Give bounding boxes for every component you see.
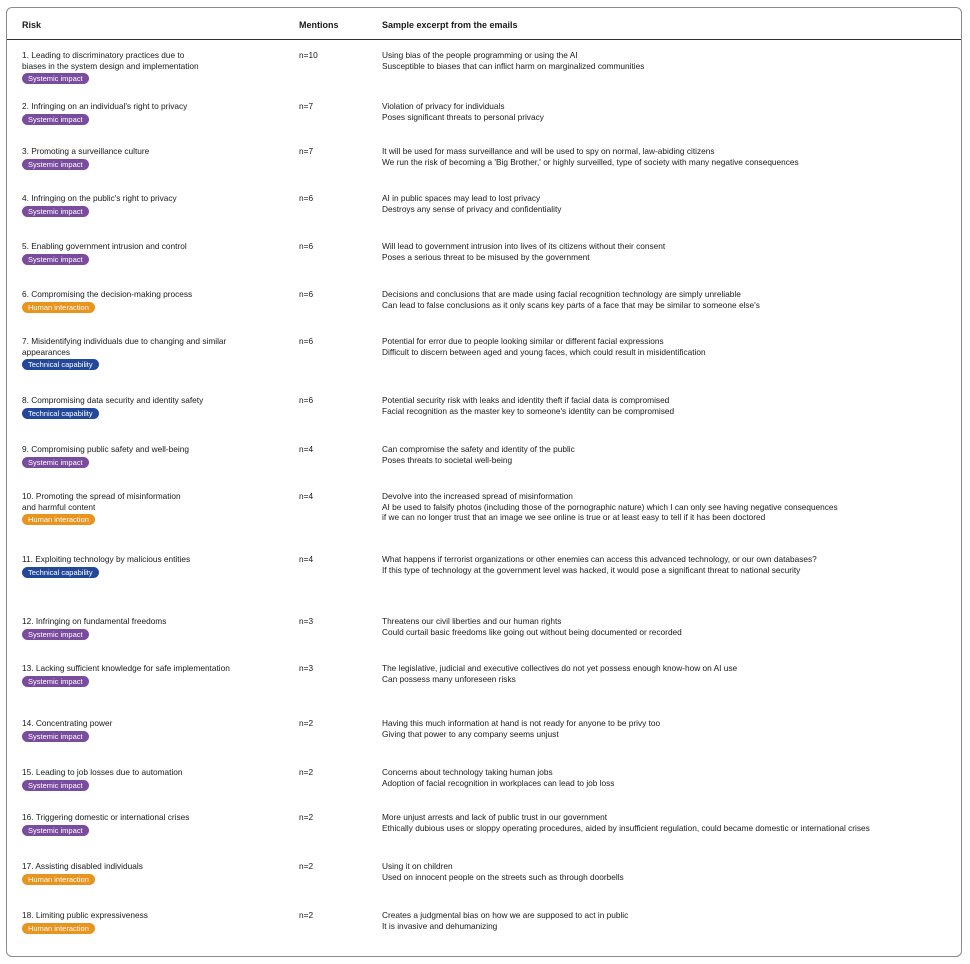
risk-cell bbox=[22, 444, 277, 468]
excerpt-line: Can lead to false conclusions as it only scans key parts of a face that may be similar to someone else's bbox=[382, 299, 760, 310]
risk-name-line: 1. Leading to discriminatory practices due to bbox=[22, 50, 185, 60]
excerpt-line: Difficult to discern between aged and young faces, which could result in misidentification bbox=[382, 346, 706, 357]
risk-cell bbox=[22, 193, 277, 217]
category-badge: Systemic impact bbox=[22, 780, 89, 791]
mentions-cell: n=2 bbox=[299, 910, 314, 920]
mentions-cell: n=6 bbox=[299, 241, 314, 251]
mentions-cell: n=6 bbox=[299, 193, 314, 203]
risk-name-line: 16. Triggering domestic or international crises bbox=[22, 812, 190, 822]
excerpt-line: What happens if terrorist organizations or other enemies can access this advanced technology, or our own databases? bbox=[382, 554, 817, 564]
risk-cell bbox=[22, 289, 277, 313]
risk-cell bbox=[22, 767, 277, 791]
excerpt-cell bbox=[382, 289, 962, 310]
risk-name-line: 13. Lacking sufficient knowledge for safe implementation bbox=[22, 663, 230, 673]
risk-name-line: 17. Assisting disabled individuals bbox=[22, 861, 143, 871]
category-badge: Systemic impact bbox=[22, 114, 89, 125]
excerpt-line: It will be used for mass surveillance and will be used to spy on normal, law-abiding citizens bbox=[382, 146, 715, 156]
excerpt-line: Can possess many unforeseen risks bbox=[382, 673, 516, 684]
risk-name-line: biases in the system design and implementation bbox=[22, 60, 199, 71]
excerpt-cell bbox=[382, 663, 962, 684]
excerpt-line: Destroys any sense of privacy and confidentiality bbox=[382, 203, 562, 214]
excerpt-cell bbox=[382, 444, 962, 465]
excerpt-cell bbox=[382, 554, 962, 575]
mentions-cell: n=6 bbox=[299, 289, 314, 299]
risk-cell bbox=[22, 336, 277, 370]
category-badge: Human interaction bbox=[22, 514, 95, 525]
mentions-cell: n=7 bbox=[299, 101, 314, 111]
excerpt-cell bbox=[382, 193, 962, 214]
excerpt-line: Potential security risk with leaks and identity theft if facial data is compromised bbox=[382, 395, 670, 405]
category-badge: Systemic impact bbox=[22, 629, 89, 640]
excerpt-line: The legislative, judicial and executive collectives do not yet possess enough know-how on AI use bbox=[382, 663, 738, 673]
mentions-cell: n=4 bbox=[299, 444, 314, 454]
excerpt-line: Using bias of the people programming or using the AI bbox=[382, 50, 578, 60]
excerpt-line: Devolve into the increased spread of misinformation bbox=[382, 491, 573, 501]
excerpt-line: Poses significant threats to personal privacy bbox=[382, 111, 544, 122]
excerpt-cell bbox=[382, 616, 962, 637]
risk-name-line: 2. Infringing on an individual's right to privacy bbox=[22, 101, 188, 111]
category-badge: Systemic impact bbox=[22, 676, 89, 687]
excerpt-line: AI be used to falsify photos (including those of the pornographic nature) which I can only see having negative consequences bbox=[382, 501, 838, 512]
category-badge: Technical capability bbox=[22, 408, 99, 419]
excerpt-cell bbox=[382, 336, 962, 357]
category-badge: Systemic impact bbox=[22, 73, 89, 84]
excerpt-line: More unjust arrests and lack of public trust in our government bbox=[382, 812, 608, 822]
mentions-cell: n=4 bbox=[299, 554, 314, 564]
excerpt-cell bbox=[382, 491, 962, 523]
risk-name-line: 12. Infringing on fundamental freedoms bbox=[22, 616, 167, 626]
mentions-cell: n=6 bbox=[299, 336, 314, 346]
excerpt-line: Having this much information at hand is not ready for anyone to be privy too bbox=[382, 718, 661, 728]
risk-name-line: appearances bbox=[22, 346, 70, 357]
excerpt-line: Potential for error due to people looking similar or different facial expressions bbox=[382, 336, 664, 346]
excerpt-cell bbox=[382, 767, 962, 788]
excerpt-cell bbox=[382, 395, 962, 416]
risk-name-line: 18. Limiting public expressiveness bbox=[22, 910, 148, 920]
category-badge: Technical capability bbox=[22, 359, 99, 370]
risk-name-line: 7. Misidentifying individuals due to changing and similar bbox=[22, 336, 227, 346]
risk-cell bbox=[22, 812, 277, 836]
excerpt-line: Concerns about technology taking human jobs bbox=[382, 767, 553, 777]
category-badge: Human interaction bbox=[22, 874, 95, 885]
mentions-cell: n=10 bbox=[299, 50, 318, 60]
excerpt-cell bbox=[382, 718, 962, 739]
excerpt-cell bbox=[382, 241, 962, 262]
risk-cell bbox=[22, 718, 277, 742]
risk-cell bbox=[22, 101, 277, 125]
mentions-cell: n=3 bbox=[299, 616, 314, 626]
risk-name-line: 9. Compromising public safety and well-being bbox=[22, 444, 189, 454]
risk-cell bbox=[22, 663, 277, 687]
category-badge: Technical capability bbox=[22, 567, 99, 578]
category-badge: Systemic impact bbox=[22, 254, 89, 265]
excerpt-line: Violation of privacy for individuals bbox=[382, 101, 505, 111]
excerpt-line: Will lead to government intrusion into lives of its citizens without their consent bbox=[382, 241, 666, 251]
category-badge: Systemic impact bbox=[22, 825, 89, 836]
risk-cell bbox=[22, 395, 277, 419]
excerpt-cell bbox=[382, 50, 962, 71]
risk-name-line: 15. Leading to job losses due to automation bbox=[22, 767, 183, 777]
mentions-cell: n=2 bbox=[299, 767, 314, 777]
mentions-cell: n=6 bbox=[299, 395, 314, 405]
category-badge: Systemic impact bbox=[22, 159, 89, 170]
risk-cell bbox=[22, 241, 277, 265]
risk-cell bbox=[22, 616, 277, 640]
excerpt-line: Facial recognition as the master key to someone's identity can be compromised bbox=[382, 405, 675, 416]
excerpt-line: Susceptible to biases that can inflict harm on marginalized communities bbox=[382, 60, 645, 71]
excerpt-cell bbox=[382, 101, 962, 122]
category-badge: Systemic impact bbox=[22, 457, 89, 468]
excerpt-cell bbox=[382, 812, 962, 833]
risk-name-line: and harmful content bbox=[22, 501, 96, 512]
mentions-cell: n=2 bbox=[299, 718, 314, 728]
excerpt-line: Can compromise the safety and identity of the public bbox=[382, 444, 575, 454]
risk-name-line: 3. Promoting a surveillance culture bbox=[22, 146, 150, 156]
risk-cell bbox=[22, 491, 277, 525]
header-mentions: Mentions bbox=[299, 20, 339, 30]
risk-name-line: 8. Compromising data security and identity safety bbox=[22, 395, 204, 405]
excerpt-line: We run the risk of becoming a 'Big Brother,' or highly surveilled, type of society with many negative consequences bbox=[382, 156, 799, 167]
excerpt-line: Ethically dubious uses or sloppy operating procedures, aided by insufficient regulation, could became domestic or international crises bbox=[382, 822, 870, 833]
excerpt-line: AI in public spaces may lead to lost privacy bbox=[382, 193, 541, 203]
mentions-cell: n=3 bbox=[299, 663, 314, 673]
excerpt-cell bbox=[382, 861, 962, 882]
mentions-cell: n=7 bbox=[299, 146, 314, 156]
excerpt-line: Giving that power to any company seems unjust bbox=[382, 728, 559, 739]
risk-cell bbox=[22, 146, 277, 170]
excerpt-line: Threatens our civil liberties and our human rights bbox=[382, 616, 562, 626]
risk-cell bbox=[22, 861, 277, 885]
risk-cell bbox=[22, 910, 277, 934]
risk-name-line: 4. Infringing on the public's right to privacy bbox=[22, 193, 177, 203]
risk-table bbox=[6, 7, 962, 957]
excerpt-cell bbox=[382, 910, 962, 931]
excerpt-line: Adoption of facial recognition in workplaces can lead to job loss bbox=[382, 777, 615, 788]
header-excerpt: Sample excerpt from the emails bbox=[382, 20, 518, 30]
risk-name-line: 6. Compromising the decision-making process bbox=[22, 289, 193, 299]
risk-name-line: 10. Promoting the spread of misinformation bbox=[22, 491, 181, 501]
risk-name-line: 5. Enabling government intrusion and control bbox=[22, 241, 187, 251]
excerpt-line: if we can no longer trust that an image we see online is true or at least easy to tell if it has been doctored bbox=[382, 512, 766, 522]
category-badge: Systemic impact bbox=[22, 206, 89, 217]
category-badge: Human interaction bbox=[22, 923, 95, 934]
risk-name-line: 14. Concentrating power bbox=[22, 718, 113, 728]
excerpt-line: Decisions and conclusions that are made using facial recognition technology are simply unreliable bbox=[382, 289, 741, 299]
excerpt-line: Poses a serious threat to be misused by the government bbox=[382, 251, 590, 262]
risk-cell bbox=[22, 554, 277, 578]
excerpt-line: Poses threats to societal well-being bbox=[382, 454, 513, 465]
risk-cell bbox=[22, 50, 277, 84]
mentions-cell: n=4 bbox=[299, 491, 314, 501]
excerpt-line: Creates a judgmental bias on how we are supposed to act in public bbox=[382, 910, 629, 920]
risk-name-line: 11. Exploiting technology by malicious entities bbox=[22, 554, 191, 564]
category-badge: Human interaction bbox=[22, 302, 95, 313]
mentions-cell: n=2 bbox=[299, 861, 314, 871]
excerpt-line: Could curtail basic freedoms like going out without being documented or recorded bbox=[382, 626, 682, 637]
mentions-cell: n=2 bbox=[299, 812, 314, 822]
excerpt-line: Using it on children bbox=[382, 861, 453, 871]
excerpt-cell bbox=[382, 146, 962, 167]
table-header bbox=[7, 8, 961, 40]
header-risk: Risk bbox=[22, 20, 42, 30]
excerpt-line: If this type of technology at the government level was hacked, it would pose a significant threat to national security bbox=[382, 564, 801, 575]
excerpt-line: Used on innocent people on the streets such as through doorbells bbox=[382, 871, 624, 882]
excerpt-line: It is invasive and dehumanizing bbox=[382, 920, 498, 931]
category-badge: Systemic impact bbox=[22, 731, 89, 742]
